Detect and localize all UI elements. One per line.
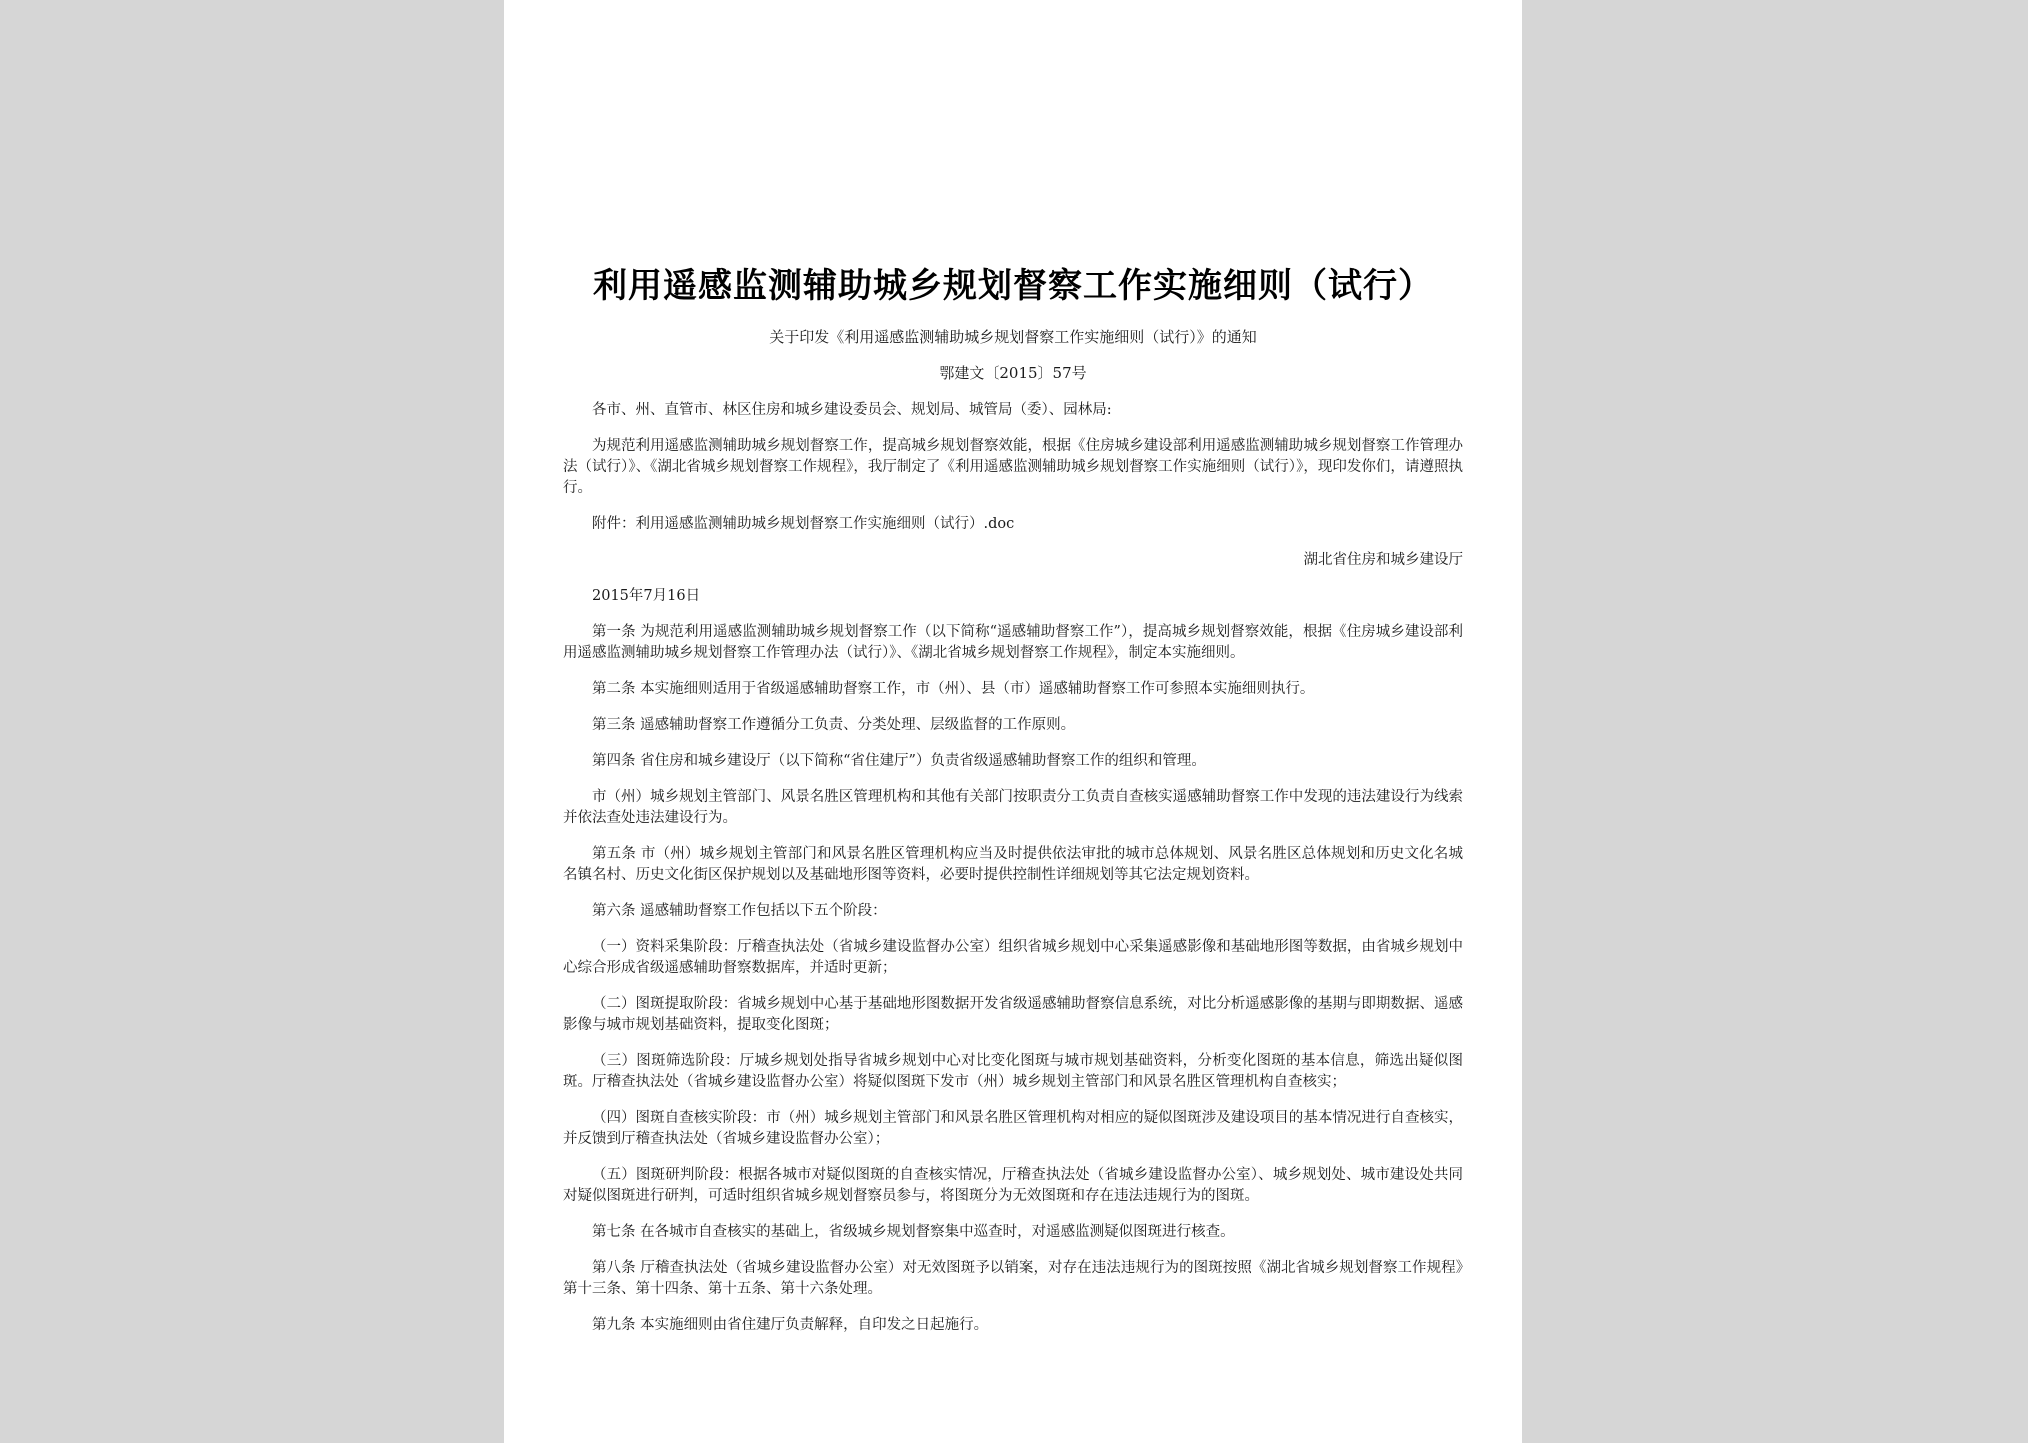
intro-paragraph: 为规范利用遥感监测辅助城乡规划督察工作，提高城乡规划督察效能，根据《住房城乡建设部利用遥感监测辅助城乡规划督察工作管理办法（试行）》、《湖北省城乡规划督察工作规程》，我厅制定了《利用遥感监测辅助城乡规划督察工作实施细则（试行）》，现印发你们，请遵照执行。 bbox=[563, 438, 1463, 496]
document-page bbox=[504, 0, 1522, 1443]
notice-subtitle: 关于印发《利用遥感监测辅助城乡规划督察工作实施细则（试行）》的通知 bbox=[769, 328, 1257, 346]
article-paragraph: （三）图斑筛选阶段：厅城乡规划处指导省城乡规划中心对比变化图斑与城市规划基础资料，分析变化图斑的基本信息，筛选出疑似图斑。厅稽查执法处（省城乡建设监督办公室）将疑似图斑下发市（州）城乡规划主管部门和风景名胜区管理机构自查核实； bbox=[563, 1053, 1463, 1090]
document-title: 利用遥感监测辅助城乡规划督察工作实施细则（试行） bbox=[593, 266, 1433, 306]
article-paragraph: 第六条 遥感辅助督察工作包括以下五个阶段： bbox=[592, 903, 887, 919]
issue-date: 2015年7月16日 bbox=[592, 588, 701, 604]
addressee: 各市、州、直管市、林区住房和城乡建设委员会、规划局、城管局（委）、园林局: bbox=[592, 402, 1112, 418]
article-paragraph: 第五条 市（州）城乡规划主管部门和风景名胜区管理机构应当及时提供依法审批的城市总体规划、风景名胜区总体规划和历史文化名城名镇名村、历史文化街区保护规划以及基础地形图等资料，必要时提供控制性详细规划等其它法定规划资料。 bbox=[563, 846, 1463, 883]
article-paragraph: 市（州）城乡规划主管部门、风景名胜区管理机构和其他有关部门按职责分工负责自查核实遥感辅助督察工作中发现的违法建设行为线索并依法查处违法建设行为。 bbox=[563, 789, 1463, 826]
article-paragraph: 第八条 厅稽查执法处（省城乡建设监督办公室）对无效图斑予以销案，对存在违法违规行为的图斑按照《湖北省城乡规划督察工作规程》第十三条、第十四条、第十五条、第十六条处理。 bbox=[563, 1260, 1463, 1297]
article-paragraph: 第九条 本实施细则由省住建厅负责解释，自印发之日起施行。 bbox=[592, 1317, 989, 1333]
issuer-signature: 湖北省住房和城乡建设厅 bbox=[1303, 552, 1463, 568]
article-paragraph: 第三条 遥感辅助督察工作遵循分工负责、分类处理、层级监督的工作原则。 bbox=[592, 717, 1076, 733]
article-paragraph: 第二条 本实施细则适用于省级遥感辅助督察工作，市（州）、县（市）遥感辅助督察工作可参照本实施细则执行。 bbox=[592, 681, 1315, 697]
article-paragraph: （一）资料采集阶段：厅稽查执法处（省城乡建设监督办公室）组织省城乡规划中心采集遥感影像和基础地形图等数据，由省城乡规划中心综合形成省级遥感辅助督察数据库，并适时更新； bbox=[563, 939, 1463, 976]
article-paragraph: （二）图斑提取阶段：省城乡规划中心基于基础地形图数据开发省级遥感辅助督察信息系统，对比分析遥感影像的基期与即期数据、遥感影像与城市规划基础资料，提取变化图斑； bbox=[563, 996, 1463, 1033]
document-number: 鄂建文〔2015〕57号 bbox=[939, 364, 1087, 382]
article-paragraph: （五）图斑研判阶段：根据各城市对疑似图斑的自查核实情况，厅稽查执法处（省城乡建设监督办公室）、城乡规划处、城市建设处共同对疑似图斑进行研判，可适时组织省城乡规划督察员参与，将图斑分为无效图斑和存在违法违规行为的图斑。 bbox=[563, 1167, 1463, 1204]
article-paragraph: （四）图斑自查核实阶段：市（州）城乡规划主管部门和风景名胜区管理机构对相应的疑似图斑涉及建设项目的基本情况进行自查核实，并反馈到厅稽查执法处（省城乡建设监督办公室）； bbox=[563, 1110, 1463, 1147]
article-paragraph: 第四条 省住房和城乡建设厅（以下简称“省住建厅”）负责省级遥感辅助督察工作的组织和管理。 bbox=[592, 753, 1206, 769]
article-paragraph: 第一条 为规范利用遥感监测辅助城乡规划督察工作（以下简称“遥感辅助督察工作”），提高城乡规划督察效能，根据《住房城乡建设部利用遥感监测辅助城乡规划督察工作管理办法（试行）》、《湖北省城乡规划督察工作规程》，制定本实施细则。 bbox=[563, 624, 1463, 661]
attachment-line: 附件：利用遥感监测辅助城乡规划督察工作实施细则（试行）.doc bbox=[592, 516, 1015, 532]
article-paragraph: 第七条 在各城市自查核实的基础上，省级城乡规划督察集中巡查时，对遥感监测疑似图斑进行核查。 bbox=[592, 1224, 1235, 1240]
